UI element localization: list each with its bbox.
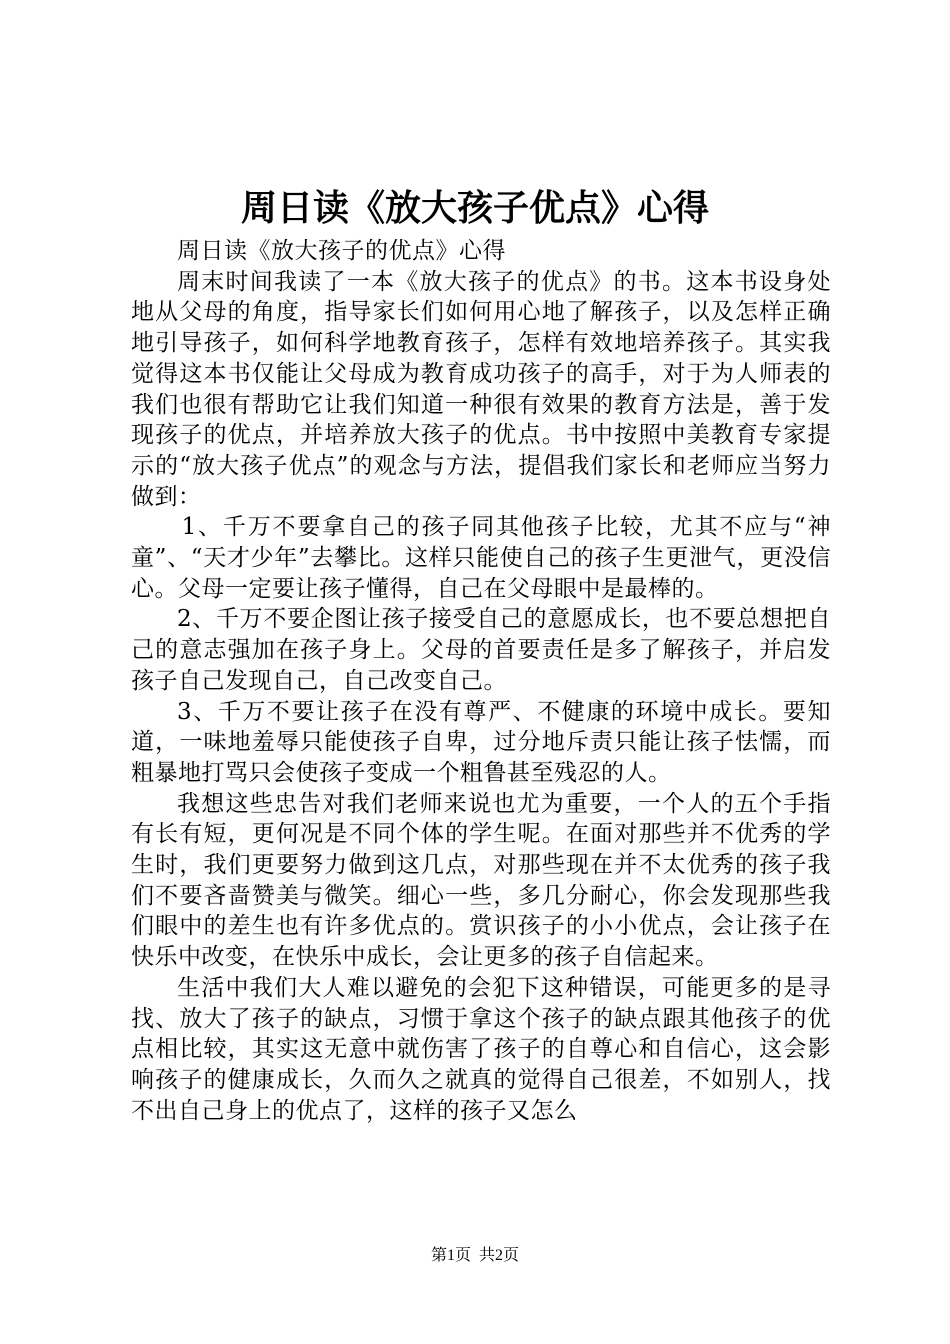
paragraph-intro: 周末时间我读了一本《放大孩子的优点》的书。这本书设身处地从父母的角度，指导家长们如何用心地了解孩子，以及怎样正确地引导孩子，如何科学地教育孩子，怎样有效地培养孩子。其实我觉得这本书仅能让父母成为教育成功孩子的高手，对于为人师表的我们也很有帮助它让我们知道一种很有效果的教育方法是，善于发现孩子的优点，并培养放大孩子的优点。书中按照中美教育专家提示的“放大孩子优点”的观念与方法，提倡我们家长和老师应当努力做到： [131, 268, 831, 510]
document-body [131, 236, 831, 1126]
page-total: 共2页 [479, 1247, 520, 1264]
document-title: 周日读《放大孩子优点》心得 [240, 187, 709, 229]
paragraph-life: 生活中我们大人难以避免的会犯下这种错误，可能更多的是寻找、放大了孩子的缺点，习惯于拿这个孩子的缺点跟其他孩子的优点相比较，其实这无意中就伤害了孩子的自尊心和自信心，这会影响孩子的健康成长，久而久之就真的觉得自己很差，不如别人，找不出自己身上的优点了，这样的孩子又怎么 [131, 974, 831, 1124]
paragraph-point-1: 1、千万不要拿自己的孩子同其他孩子比较，尤其不应与“神童”、“天才少年”去攀比。这样只能使自己的孩子生更泄气，更没信心。父母一定要让孩子懂得，自己在父母眼中是最棒的。 [131, 514, 831, 602]
page-number: 第1页 [430, 1247, 471, 1264]
paragraph-point-2: 2、千万不要企图让孩子接受自己的意愿成长，也不要总想把自己的意志强加在孩子身上。父母的首要责任是多了解孩子，并启发孩子自己发现自己，自己改变自己。 [131, 606, 831, 694]
paragraph-point-3: 3、千万不要让孩子在没有尊严、不健康的环境中成长。要知道，一味地羞辱只能使孩子自卑，过分地斥责只能让孩子怯懦，而粗暴地打骂只会使孩子变成一个粗鲁甚至残忍的人。 [131, 698, 831, 786]
page-footer [0, 1246, 950, 1266]
paragraph-reflection: 我想这些忠告对我们老师来说也尤为重要，一个人的五个手指有长有短，更何况是不同个体的学生呢。在面对那些并不优秀的学生时，我们更要努力做到这几点，对那些现在并不太优秀的孩子我们不要吝啬赞美与微笑。细心一些，多几分耐心，你会发现那些我们眼中的差生也有许多优点的。赏识孩子的小小优点，会让孩子在快乐中改变，在快乐中成长，会让更多的孩子自信起来。 [131, 790, 831, 971]
paragraph-subtitle: 周日读《放大孩子的优点》心得 [177, 238, 506, 264]
